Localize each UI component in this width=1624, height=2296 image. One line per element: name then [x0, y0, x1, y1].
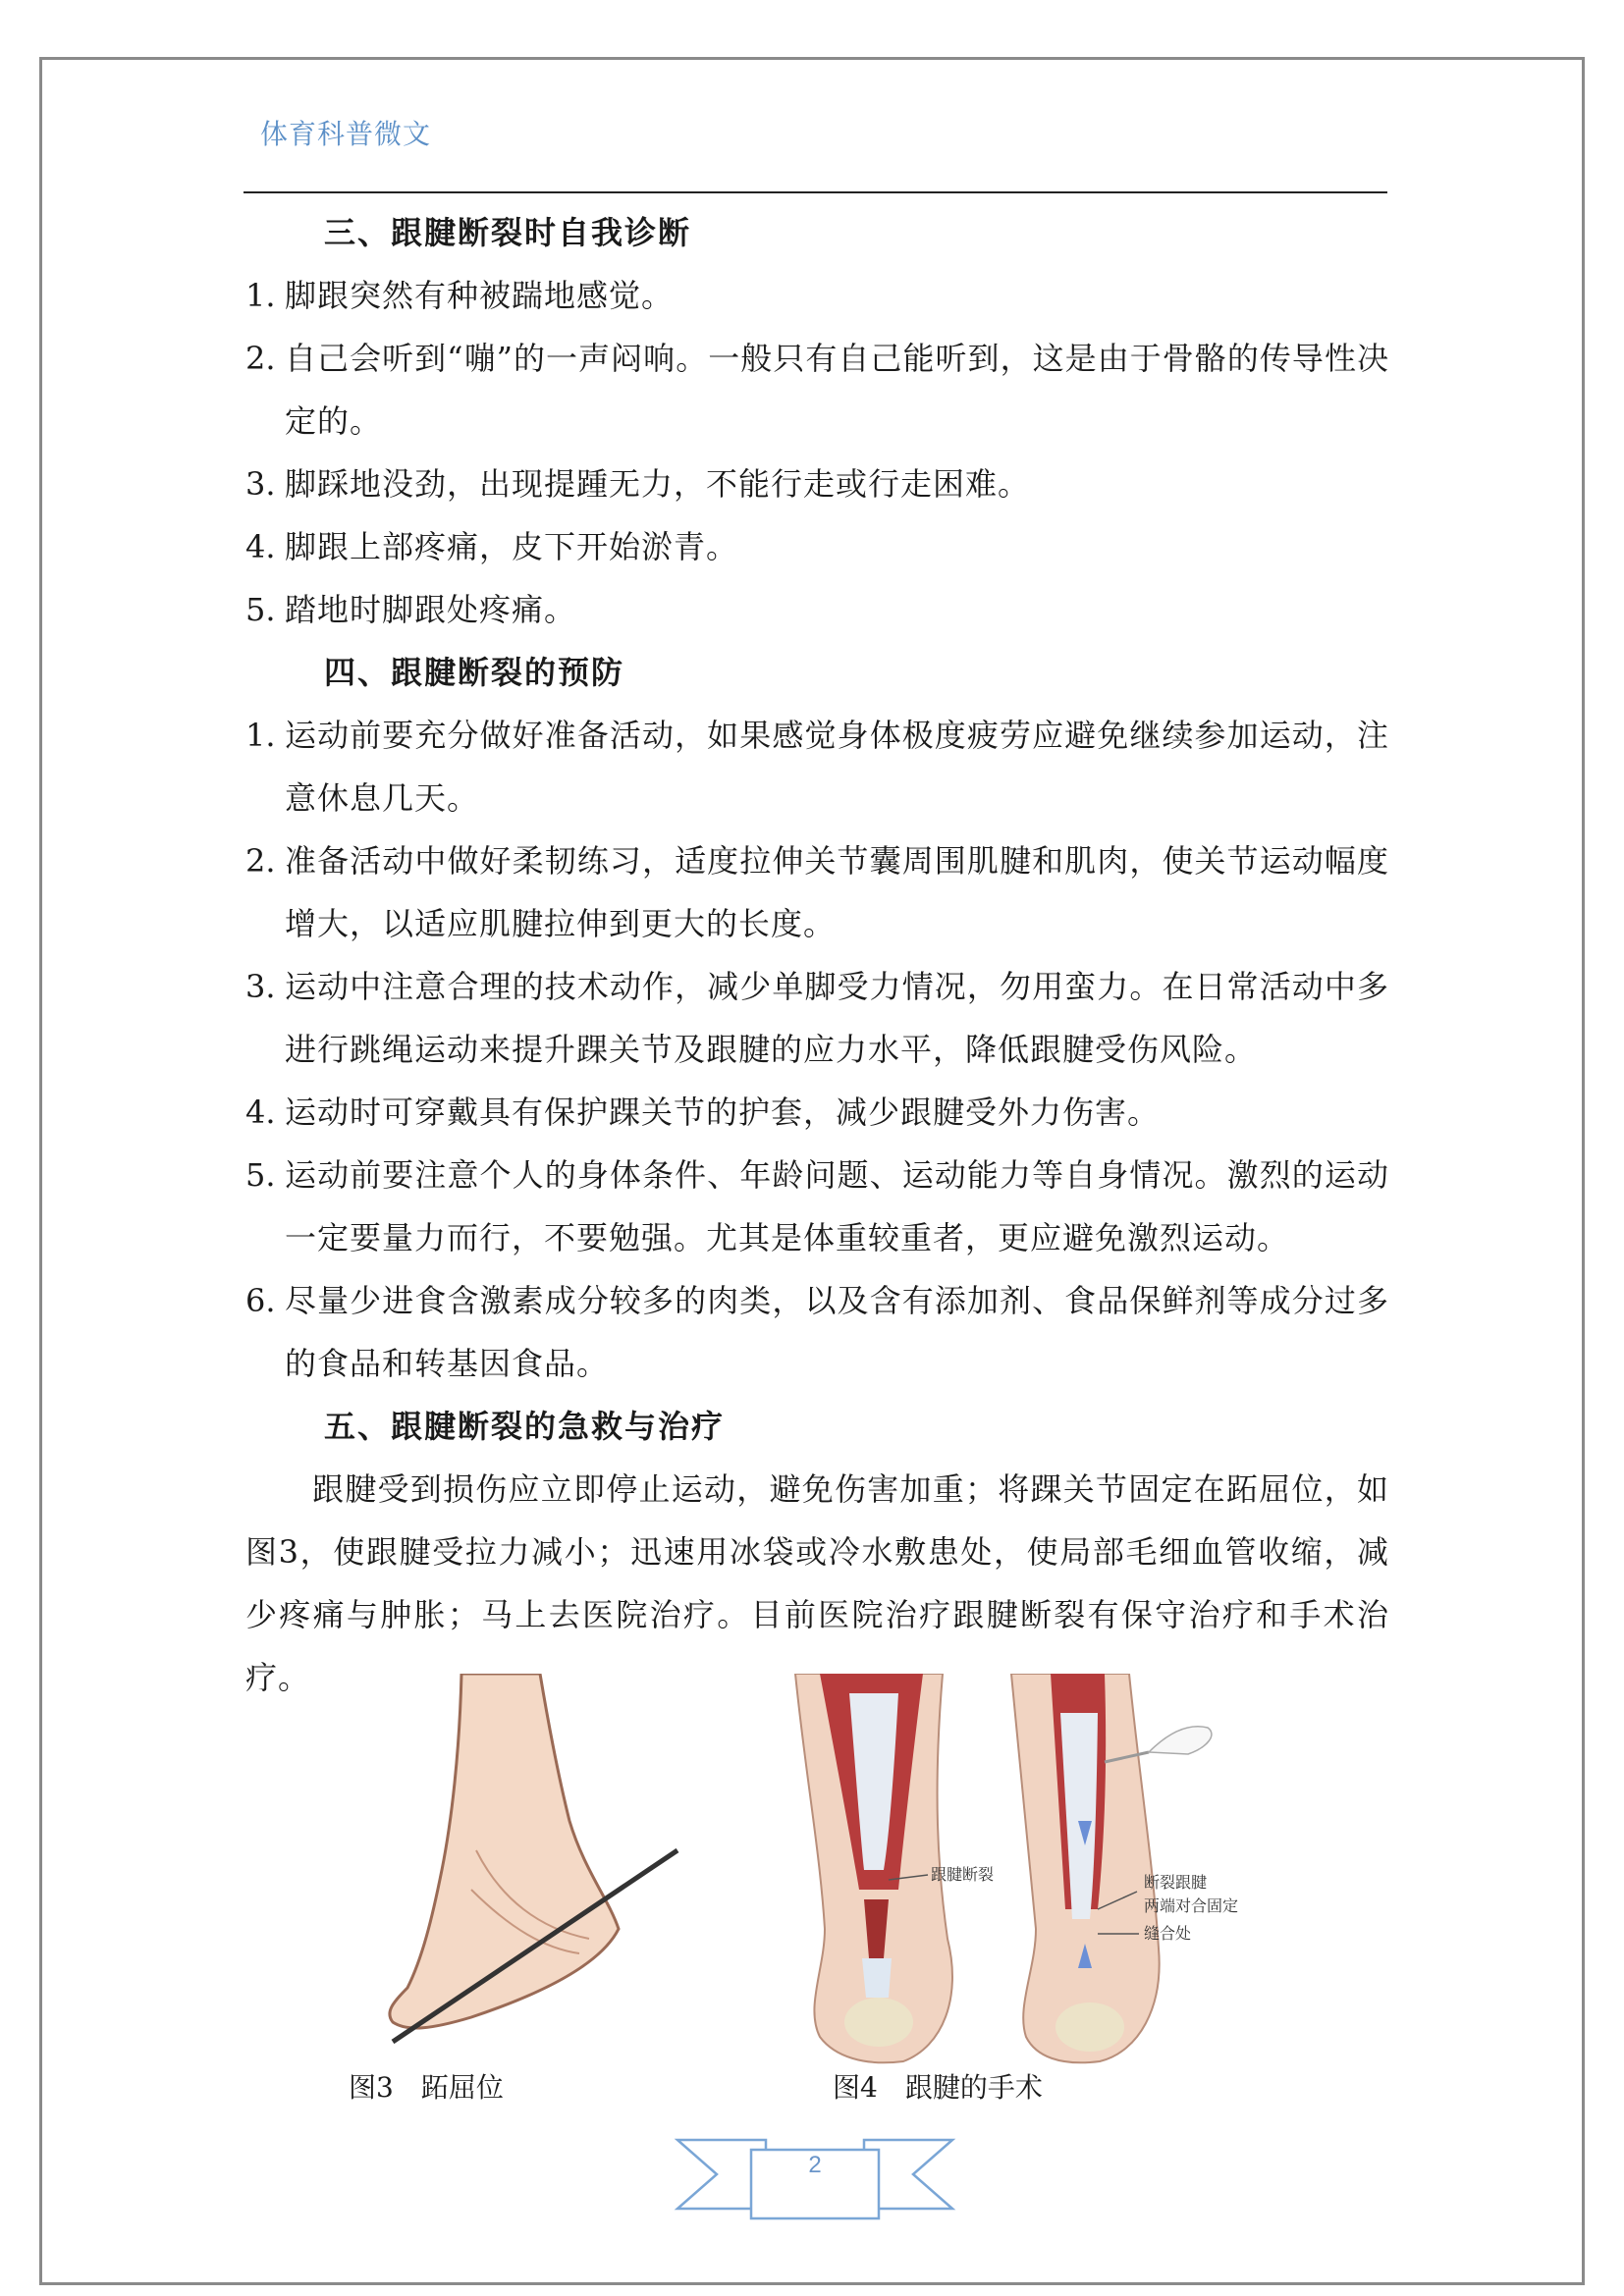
page-number: 2	[808, 2152, 822, 2178]
list-item-number: 4.	[245, 528, 276, 565]
list-item	[245, 1081, 1389, 1144]
page-header-title: 体育科普微文	[260, 118, 432, 150]
list-item-number: 4.	[245, 1094, 276, 1131]
list-item	[245, 327, 1389, 453]
label-suture: 缝合处	[1144, 1924, 1192, 1943]
section-heading-prevention: 四、跟腱断裂的预防	[324, 654, 625, 691]
label-fix-2: 两端对合固定	[1144, 1896, 1239, 1915]
list-item-text: 运动中注意合理的技术动作，减少单脚受力情况，勿用蛮力。在日常活动中多进行跳绳运动来提升踝关节及跟腱的应力水平，降低跟腱受伤风险。	[285, 968, 1389, 1068]
list-item-text: 运动前要注意个人的身体条件、年龄问题、运动能力等自身情况。激烈的运动一定要量力而行，不要勉强。尤其是体重较重者，更应避免激烈运动。	[285, 1156, 1389, 1256]
label-fix-1: 断裂跟腱	[1144, 1873, 1208, 1892]
list-item	[245, 1269, 1389, 1395]
figure-3-caption: 图3 跖屈位	[349, 2071, 504, 2104]
label-rupture: 跟腱断裂	[931, 1865, 995, 1884]
list-item-text: 尽量少进食含激素成分较多的肉类，以及含有添加剂、食品保鲜剂等成分过多的食品和转基因食品。	[285, 1282, 1389, 1382]
list-item	[245, 264, 1389, 327]
diagnosis-list	[245, 264, 1389, 641]
list-item-text: 准备活动中做好柔韧练习，适度拉伸关节囊周围肌腱和肌肉，使关节运动幅度增大，以适应肌腱拉伸到更大的长度。	[285, 842, 1389, 942]
list-item	[245, 955, 1389, 1081]
list-item	[245, 704, 1389, 829]
section-heading-diagnosis: 三、跟腱断裂时自我诊断	[324, 214, 692, 251]
list-item-number: 5.	[245, 591, 276, 628]
list-item-text: 脚跟上部疼痛，皮下开始淤青。	[285, 528, 739, 565]
list-item-number: 6.	[245, 1282, 276, 1319]
list-item-number: 2.	[245, 842, 276, 880]
figures-area	[245, 1674, 1389, 2066]
list-item-number: 3.	[245, 968, 276, 1005]
list-item-number: 1.	[245, 717, 276, 754]
list-item-text: 自己会听到“嘣”的一声闷响。一般只有自己能听到，这是由于骨骼的传导性决定的。	[285, 340, 1389, 440]
list-item-number: 3.	[245, 465, 276, 503]
list-item-number: 5.	[245, 1156, 276, 1194]
article-body	[245, 201, 1389, 1709]
list-item-text: 踏地时脚跟处疼痛。	[285, 591, 577, 628]
list-item	[245, 829, 1389, 955]
list-item-text: 脚跟突然有种被踹地感觉。	[285, 277, 675, 314]
plantar-flexion-illustration	[314, 1674, 825, 2047]
list-item-number: 2.	[245, 340, 276, 377]
list-item-text: 运动时可穿戴具有保护踝关节的护套，减少跟腱受外力伤害。	[285, 1094, 1161, 1131]
achilles-surgery-illustration	[766, 1674, 1276, 2066]
list-item-number: 1.	[245, 277, 276, 314]
list-item	[245, 453, 1389, 515]
list-item-text: 脚踩地没劲，出现提踵无力，不能行走或行走困难。	[285, 465, 1031, 503]
list-item	[245, 1144, 1389, 1269]
list-item	[245, 578, 1389, 641]
list-item-text: 运动前要充分做好准备活动，如果感觉身体极度疲劳应避免继续参加运动，注意休息几天。	[285, 717, 1389, 817]
header-rule	[244, 191, 1387, 193]
figure-4-caption: 图4 跟腱的手术	[833, 2071, 1043, 2104]
section-heading-treatment: 五、跟腱断裂的急救与治疗	[324, 1408, 726, 1445]
treatment-paragraph: 跟腱受到损伤应立即停止运动，避免伤害加重；将踝关节固定在跖屈位，如图3，使跟腱受拉力减小；迅速用冰袋或冷水敷患处，使局部毛细血管收缩，减少疼痛与肿胀；马上去医院治疗。目前医院治疗跟腱断裂有保守治疗和手术治疗。	[245, 1470, 1389, 1696]
list-item	[245, 515, 1389, 578]
prevention-list	[245, 704, 1389, 1395]
